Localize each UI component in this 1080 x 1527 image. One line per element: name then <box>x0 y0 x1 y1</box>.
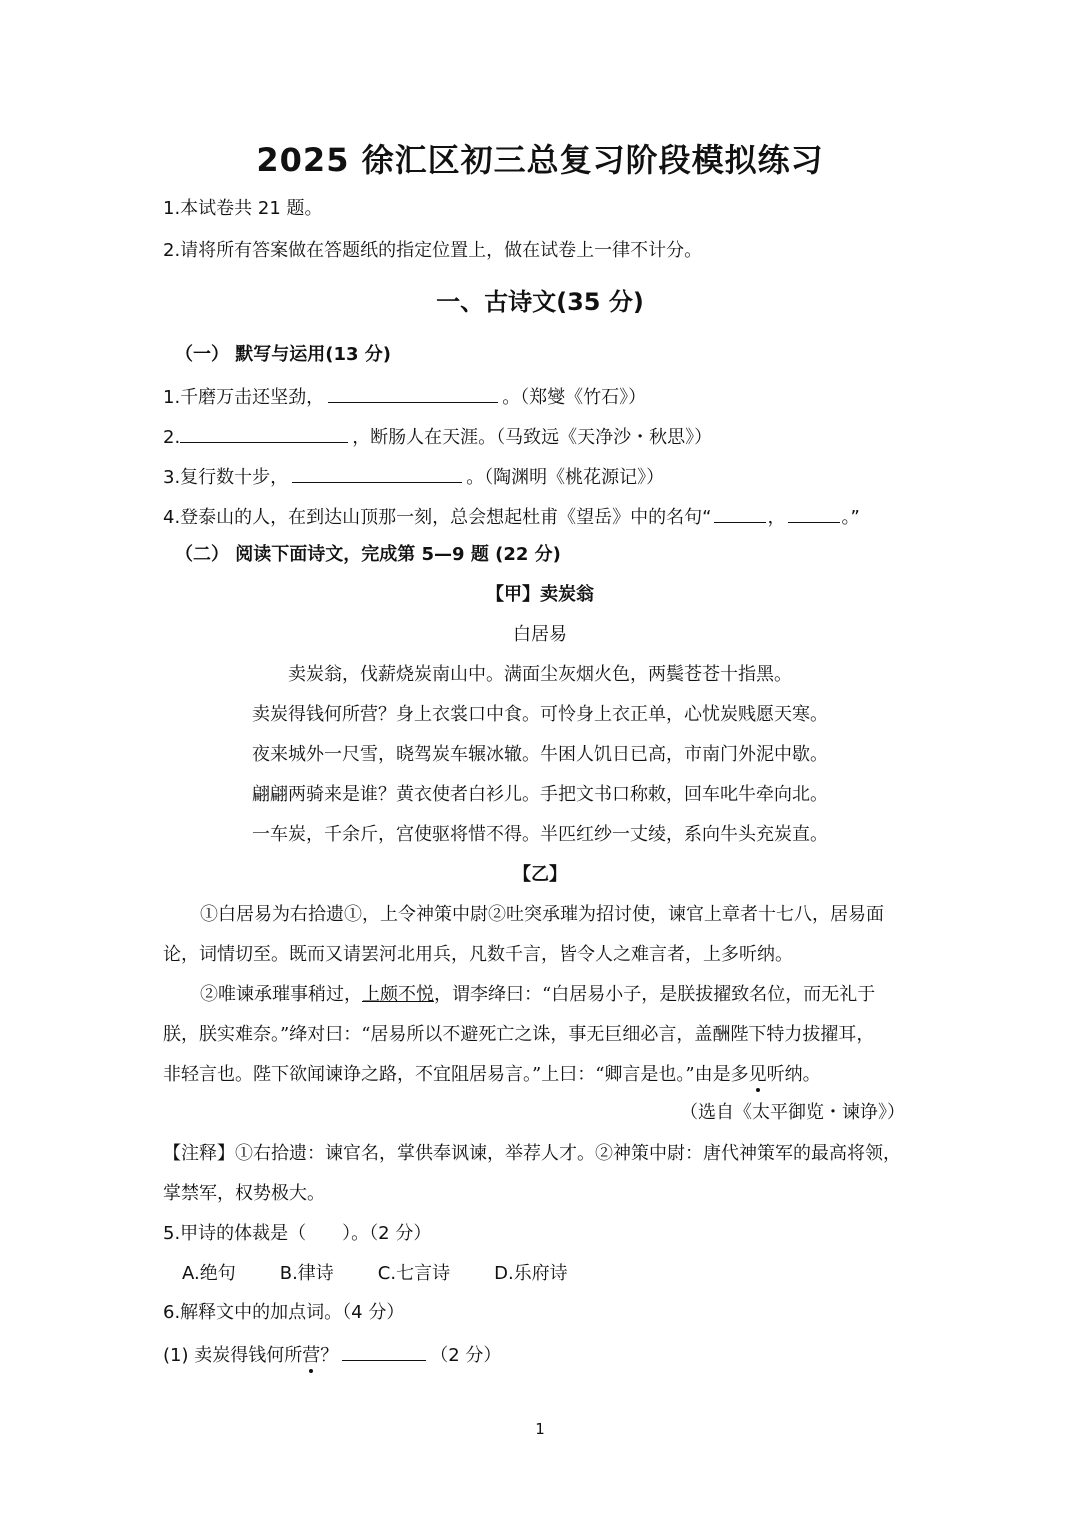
question-1 <box>163 384 646 409</box>
question-text: (1) 卖炭得钱何所 <box>163 1345 303 1366</box>
poem-title: 【甲】卖炭翁 <box>486 584 594 605</box>
question-1-suffix: 。（郑燮《竹石》） <box>502 387 647 408</box>
poem-line: 卖炭翁，伐薪烧炭南山中。满面尘灰烟火色，两鬓苍苍十指黑。 <box>288 664 792 685</box>
question-5: 5.甲诗的体裁是（ ）。（2 分） <box>163 1223 432 1244</box>
dotted-word: 营 <box>302 1345 321 1366</box>
question-6: 6.解释文中的加点词。（4 分） <box>163 1302 405 1323</box>
passage-paragraph-1: 论，词情切至。既而又请罢河北用兵，凡数千言，皆令人之难言者，上多听纳。 <box>163 944 793 965</box>
question-3-prefix: 3.复行数十步， <box>163 467 289 488</box>
section-title: 一、古诗文(35 分) <box>436 288 644 316</box>
question-2 <box>163 424 712 449</box>
passage-source: （选自《太平御览・谏诤》） <box>680 1102 905 1123</box>
answer-blank <box>292 464 462 483</box>
passage-paragraph-1: ①白居易为右拾遗①，上令神策中尉②吐突承璀为招讨使，谏官上章者十七八，居易面 <box>200 904 884 925</box>
question-2-suffix: ，断肠人在天涯。（马致远《天净沙・秋思》） <box>352 427 713 448</box>
poem-line: 卖炭得钱何所营？身上衣裳口中食。可怜身上衣正单，心忧炭贱愿天寒。 <box>252 704 828 725</box>
poem-author: 白居易 <box>513 624 567 645</box>
passage-text: ，谓李绛曰：“白居易小子，是朕拔擢致名位，而无礼于 <box>434 984 876 1005</box>
annotation: 掌禁军，权势极大。 <box>163 1183 325 1204</box>
passage-text: 非轻言也。陛下欲闻谏诤之路，不宜阻居易言。”上曰：“卿言是也。”由是多 <box>163 1064 749 1085</box>
question-5-options <box>182 1263 612 1285</box>
question-4-prefix: 4.登泰山的人，在到达山顶那一刻，总会想起杜甫《望岳》中的名句“ <box>163 507 712 528</box>
answer-blank <box>180 424 348 443</box>
poem-line: 夜来城外一尺雪，晓驾炭车辗冰辙。牛困人饥日已高，市南门外泥中歇。 <box>252 744 828 765</box>
question-3-suffix: 。（陶渊明《桃花源记》） <box>466 467 665 488</box>
passage-text: ②唯谏承璀事稍过， <box>200 984 362 1005</box>
dotted-word: 见 <box>748 1064 767 1085</box>
passage-text: 听纳。 <box>766 1064 821 1085</box>
annotation: 【注释】①右拾遗：谏官名，掌供奉讽谏，举荐人才。②神策中尉：唐代神策军的最高将领， <box>163 1143 901 1164</box>
poem-line: 一车炭，千余斤，宫使驱将惜不得。半匹红纱一丈绫，系向牛头充炭直。 <box>252 824 828 845</box>
question-3 <box>163 464 664 489</box>
option-a: A.绝句 <box>182 1263 236 1284</box>
page-title: 2025 徐汇区初三总复习阶段模拟练习 <box>256 141 824 179</box>
answer-blank <box>788 504 840 523</box>
question-4-suffix: 。” <box>841 507 860 528</box>
note-1: 1.本试卷共 21 题。 <box>163 198 323 219</box>
page-number: 1 <box>535 1420 545 1438</box>
answer-blank <box>342 1342 426 1361</box>
answer-blank <box>714 504 766 523</box>
question-4 <box>163 504 860 529</box>
option-c: C.七言诗 <box>377 1263 451 1284</box>
passage-paragraph-2: 朕，朕实难奈。”绛对曰：“居易所以不避死亡之诛，事无巨细必言，盖酬陛下特力拔擢耳， <box>163 1024 875 1045</box>
poem-line: 翩翩两骑来是谁？黄衣使者白衫儿。手把文书口称敕，回车叱牛牵向北。 <box>252 784 828 805</box>
question-2-prefix: 2. <box>163 427 181 448</box>
question-1-prefix: 1.千磨万击还坚劲， <box>163 387 325 408</box>
question-text: ？ <box>320 1345 339 1366</box>
passage-paragraph-2 <box>200 984 875 1006</box>
underlined-sentence: 上颇不悦 <box>362 984 434 1005</box>
part1-heading: （一） 默写与运用(13 分) <box>175 344 392 365</box>
question-6-sub-1 <box>163 1342 501 1367</box>
passage-yi-title: 【乙】 <box>513 864 567 885</box>
option-d: D.乐府诗 <box>494 1263 568 1284</box>
part2-heading: （二） 阅读下面诗文，完成第 5—9 题 (22 分) <box>175 544 561 565</box>
option-b: B.律诗 <box>279 1263 334 1284</box>
answer-blank <box>328 384 498 403</box>
note-2: 2.请将所有答案做在答题纸的指定位置上，做在试卷上一律不计分。 <box>163 240 703 261</box>
passage-paragraph-2 <box>163 1064 821 1086</box>
question-4-separator: ， <box>767 507 786 528</box>
question-points: （2 分） <box>430 1345 502 1366</box>
